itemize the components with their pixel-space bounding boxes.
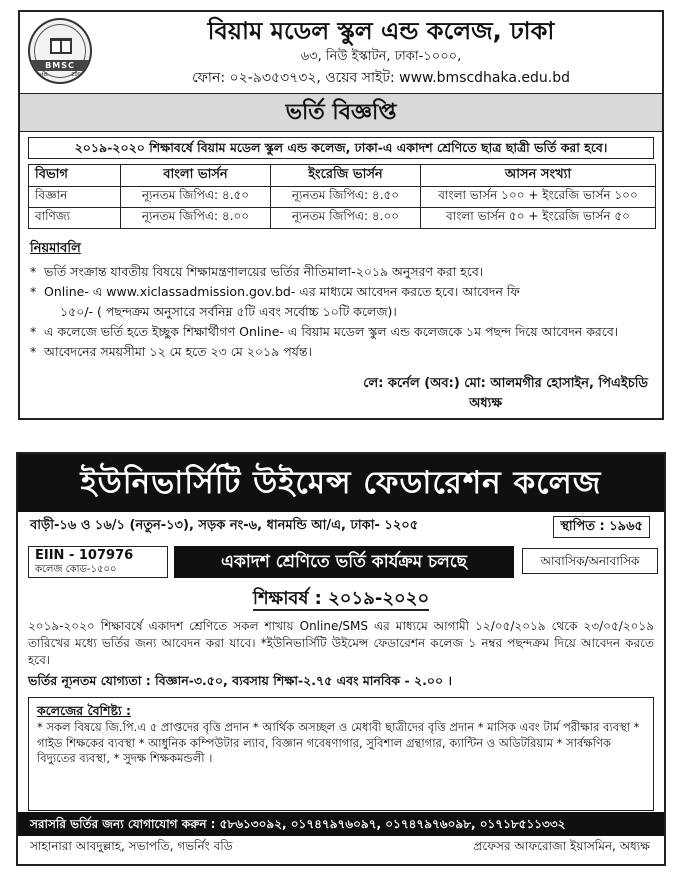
open-book-icon [50, 38, 72, 54]
table-cell: বিজ্ঞান [29, 187, 121, 208]
rule-item: * আবেদনের সময়সীমা ১২ মে হতে ২৩ মে ২০১৯ পর্যন্ত। [30, 342, 652, 362]
admission-requirements-table [28, 164, 656, 229]
residential-badge: আবাসিক/অনাবাসিক [522, 548, 658, 574]
college-features-box [28, 697, 654, 811]
contact-bar: সরাসরি ভর্তির জন্য যোগাযোগ করুন : ৫৮৬১৩০৯২, ০১৭৪৭৯৭৬০৯৭, ০১৭৪৭৯৭৬০৯৮, ০১৭১৮৫১১৩৩২ [18, 812, 664, 836]
table-header: বিভাগ [29, 165, 121, 187]
admission-details: ২০১৯-২০২০ শিক্ষাবর্ষে একাদশ শ্রেণিতে সকল শাখায় Online/SMS এর মাধ্যমে আগামী ১২/০৫/২০১৯ থেকে ২৩/০৫/২০১৯ তারিখের মধ্যে ভর্তির জন্য আবেদন করা যাবে। *ইউনিভার্সিটি উইমেন্স ফেডারেশন কলেজ ১ নম্বর পছন্দক্রম দিয়ে আবেদন করতে হবে। [28, 619, 654, 667]
table-cell: ন্যূনতম জিপিএ: ৪.৫০ [271, 187, 421, 208]
table-cell: বাংলা ভার্সন ১০০ + ইংরেজি ভার্সন ১০০ [421, 187, 656, 208]
table-cell: বাণিজ্য [29, 208, 121, 229]
table-cell: বাংলা ভার্সন ৫০ + ইংরেজি ভার্সন ৫০ [421, 208, 656, 229]
uwfc-info-row [18, 540, 664, 580]
table-cell: ন্যূনতম জিপিএ: ৪.০০ [271, 208, 421, 229]
bmsc-admission-notice [18, 10, 664, 420]
eligibility-requirements: ভর্তির ন্যূনতম যোগ্যতা : বিজ্ঞান-৩.৫০, ব্যবসায় শিক্ষা-২.৭৫ এবং মানবিক - ২.০০ । [28, 673, 452, 688]
established-badge: স্থাপিত : ১৯৬৫ [553, 516, 650, 538]
rule-item: * Online- এ www.xiclassadmission.gov.bd- এর মাধ্যমে আবেদন করতে হবে। আবেদন ফি [30, 282, 652, 302]
table-header: আসন সংখ্যা [421, 165, 656, 187]
rule-item: * ভর্তি সংক্রান্ত যাবতীয় বিষয়ে শিক্ষামন্ত্রণালয়ের ভর্তির নীতিমালা-২০১৯ অনুসরণ করা হবে। [30, 262, 652, 282]
session-heading [18, 586, 664, 612]
rule-item: * এ কলেজে ভর্তি হতে ইচ্ছুক শিক্ষার্থীগণ Online- এ বিয়াম মডেল স্কুল এন্ড কলেজকে ১ম পছন্দ দিয়ে আবেদন করবে। [30, 322, 652, 342]
table-header-row [29, 165, 656, 187]
rules-list [30, 262, 652, 362]
admission-ongoing-banner: একাদশ শ্রেণিতে ভর্তি কার্যক্রম চলছে [174, 546, 514, 578]
logo-est-label: Estd. [36, 72, 49, 78]
eiin-box [28, 546, 168, 578]
rules-heading: নিয়মাবলি [30, 241, 81, 256]
logo-band-text: BMSC [30, 60, 90, 71]
table-cell: ন্যূনতম জিপিএ: ৪.০০ [121, 208, 271, 229]
bmsc-logo [28, 18, 92, 84]
principal-signature: প্রফেসর আফরোজা ইয়াসমিন, অধ্যক্ষ [473, 839, 650, 853]
bmsc-header [20, 12, 662, 94]
uwfc-address-row [18, 512, 664, 540]
signatory-name: লে: কর্নেল (অব:) মো: আলমগীর হোসাইন, পিএইচডি [363, 376, 648, 391]
session-text: শিক্ষাবর্ষ : ২০১৯-২০২০ [252, 588, 430, 609]
rule-item-continued: ১৫০/- ( পছন্দক্রম অনুসারে সর্বনিম্ন ৫টি এবং সর্বোচ্চ ১০টি কলেজ)। [60, 304, 397, 319]
signatory-title: অধ্যক্ষ [469, 396, 502, 411]
admission-notice-title: ভর্তি বিজ্ঞপ্তি [20, 94, 662, 132]
table-cell: ন্যূনতম জিপিএ: ৪.৫০ [121, 187, 271, 208]
uwfc-admission-notice [16, 452, 666, 866]
features-text: * সকল বিষয়ে জি.পি.এ ৫ প্রাপ্তদের বৃত্তি প্রদান * আর্থিক অসচ্ছল ও মেধাবী ছাত্রীদের বৃত্তি প্রদান * মাসিক এবং টার্ম পরীক্ষার ব্যবস্থা * গাইড শিক্ষকের ব্যবস্থা * আধুনিক কম্পিউটার ল্যাব, বিজ্ঞান গবেষণাগার, সুবিশাল গ্রন্থাগার, ক্যান্টিন ও অডিটরিয়াম * সার্বক্ষণিক বিদ্যুতের ব্যবস্থা, * সুদক্ষ শিক্ষকমন্ডলী । [37, 720, 640, 765]
bmsc-title: বিয়াম মডেল স্কুল এন্ড কলেজ, ঢাকা [207, 17, 555, 45]
eiin-number: EIIN - 107976 [35, 548, 134, 563]
uwfc-address: বাড়ী-১৬ ও ১৬/১ (নতুন-১৩), সড়ক নং-৬, ধানমন্ডি আ/এ, ঢাকা- ১২০৫ [30, 518, 419, 533]
logo-year: 2004 [71, 72, 84, 78]
admission-intro: ২০১৯-২০২০ শিক্ষাবর্ষে বিয়াম মডেল স্কুল এন্ড কলেজ, ঢাকা-এ একাদশ শ্রেণিতে ছাত্র ছাত্রী ভর্তি করা হবে। [28, 137, 654, 159]
table-row [29, 208, 656, 229]
bmsc-address: ৬৩, নিউ ইস্কাটন, ঢাকা-১০০০, [300, 49, 462, 64]
table-row [29, 187, 656, 208]
bmsc-contact: ফোন: ০২-৯৩৫৩৭৩২, ওয়েব সাইট: www.bmscdhaka.edu.bd [192, 70, 570, 86]
table-header: বাংলা ভার্সন [121, 165, 271, 187]
uwfc-title: ইউনিভার্সিটি উইমেন্স ফেডারেশন কলেজ [18, 454, 664, 512]
table-header: ইংরেজি ভার্সন [271, 165, 421, 187]
chairperson-signature: সাহানারা আবদুল্লাহ, সভাপতি, গভর্নিং বডি [30, 839, 233, 853]
college-code: কলেজ কোড-১৫০০ [35, 564, 117, 575]
features-heading: কলেজের বৈশিষ্ট্য : [37, 703, 131, 718]
